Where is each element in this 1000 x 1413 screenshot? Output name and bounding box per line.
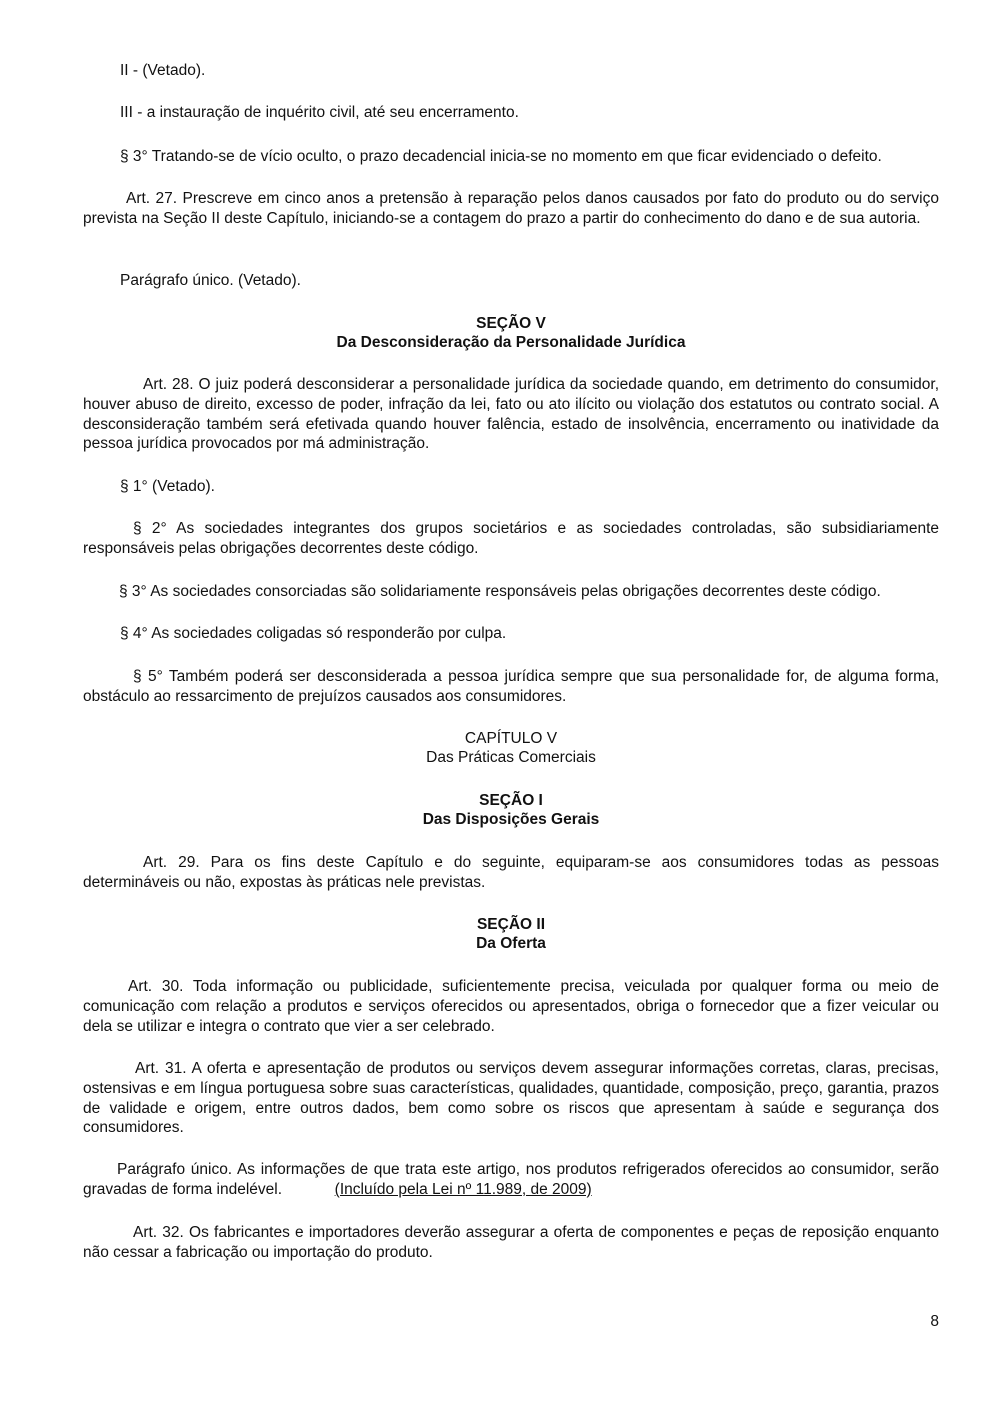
section-v-subtitle: Da Desconsideração da Personalidade Jurídica bbox=[336, 334, 686, 351]
page-number: 8 bbox=[930, 1313, 939, 1330]
article-28-paragraph-5: § 5° Também poderá ser desconsiderada a pessoa jurídica sempre que sua personalidade for, de alguma forma, obstáculo ao ressarcimento de prejuízos causados aos consumidores. bbox=[83, 668, 939, 705]
article-31-sole-paragraph bbox=[83, 1160, 939, 1200]
inciso-iii: III - a instauração de inquérito civil, até seu encerramento. bbox=[120, 104, 519, 121]
article-28-paragraph-2: § 2° As sociedades integrantes dos grupos societários e as sociedades controladas, são subsidiariamente responsáveis pelas obrigações decorrentes deste código. bbox=[83, 520, 939, 557]
section-ii-subtitle: Da Oferta bbox=[476, 935, 546, 952]
law-reference-link[interactable]: (Incluído pela Lei nº 11.989, de 2009) bbox=[334, 1180, 592, 1198]
chapter-v-title: CAPÍTULO V bbox=[464, 730, 558, 747]
section-v-title: SEÇÃO V bbox=[476, 315, 546, 332]
article-27: Art. 27. Prescreve em cinco anos a pretensão à reparação pelos danos causados por fato do produto ou do serviço prevista na Seção II deste Capítulo, iniciando-se a contagem do prazo a partir do conhecimento do dano e de sua autoria. bbox=[83, 190, 939, 227]
article-31: Art. 31. A oferta e apresentação de produtos ou serviços devem assegurar informações corretas, claras, precisas, ostensivas e em língua portuguesa sobre suas características, qualidades, quantidade, composição, preço, garantia, prazos de validade e origem, entre outros dados, bem como sobre os riscos que apresentam à saúde e segurança dos consumidores. bbox=[83, 1060, 939, 1137]
article-28-paragraph-1: § 1° (Vetado). bbox=[120, 478, 215, 495]
article-28: Art. 28. O juiz poderá desconsiderar a personalidade jurídica da sociedade quando, em detrimento do consumidor, houver abuso de direito, excesso de poder, infração da lei, fato ou ato ilícito ou violação dos estatutos ou contrato social. A desconsideração também será efetivada quando houver falência, estado de insolvência, encerramento ou inatividade da pessoa jurídica provocados por má administração. bbox=[83, 376, 939, 453]
article-30: Art. 30. Toda informação ou publicidade, suficientemente precisa, veiculada por qualquer forma ou meio de comunicação com relação a produtos e serviços oferecidos ou apresentados, obriga o fornecedor que a fizer veicular ou dela se utilizar e integra o contrato que vier a ser celebrado. bbox=[83, 978, 939, 1035]
article-32: Art. 32. Os fabricantes e importadores deverão assegurar a oferta de componentes e peças de reposição enquanto não cessar a fabricação ou importação do produto. bbox=[83, 1224, 939, 1261]
article-29: Art. 29. Para os fins deste Capítulo e do seguinte, equiparam-se aos consumidores todas as pessoas determináveis ou não, expostas às práticas nele previstas. bbox=[83, 854, 939, 891]
paragraph-3-vicio-oculto: § 3° Tratando-se de vício oculto, o prazo decadencial inicia-se no momento em que ficar evidenciado o defeito. bbox=[120, 148, 882, 165]
chapter-v-subtitle: Das Práticas Comerciais bbox=[426, 749, 596, 766]
section-i-subtitle: Das Disposições Gerais bbox=[422, 811, 600, 828]
article-28-paragraph-3: § 3° As sociedades consorciadas são solidariamente responsáveis pelas obrigações decorrentes deste código. bbox=[119, 583, 881, 600]
section-i-title: SEÇÃO I bbox=[479, 792, 543, 809]
article-27-sole-paragraph: Parágrafo único. (Vetado). bbox=[120, 272, 301, 289]
section-ii-title: SEÇÃO II bbox=[476, 916, 546, 933]
article-31-sole-paragraph-text: Parágrafo único. As informações de que trata este artigo, nos produtos refrigerados oferecidos ao consumidor, serão gravadas de forma indelével. bbox=[83, 1161, 939, 1198]
inciso-ii: II - (Vetado). bbox=[120, 62, 206, 79]
article-28-paragraph-4: § 4° As sociedades coligadas só responderão por culpa. bbox=[120, 625, 507, 642]
